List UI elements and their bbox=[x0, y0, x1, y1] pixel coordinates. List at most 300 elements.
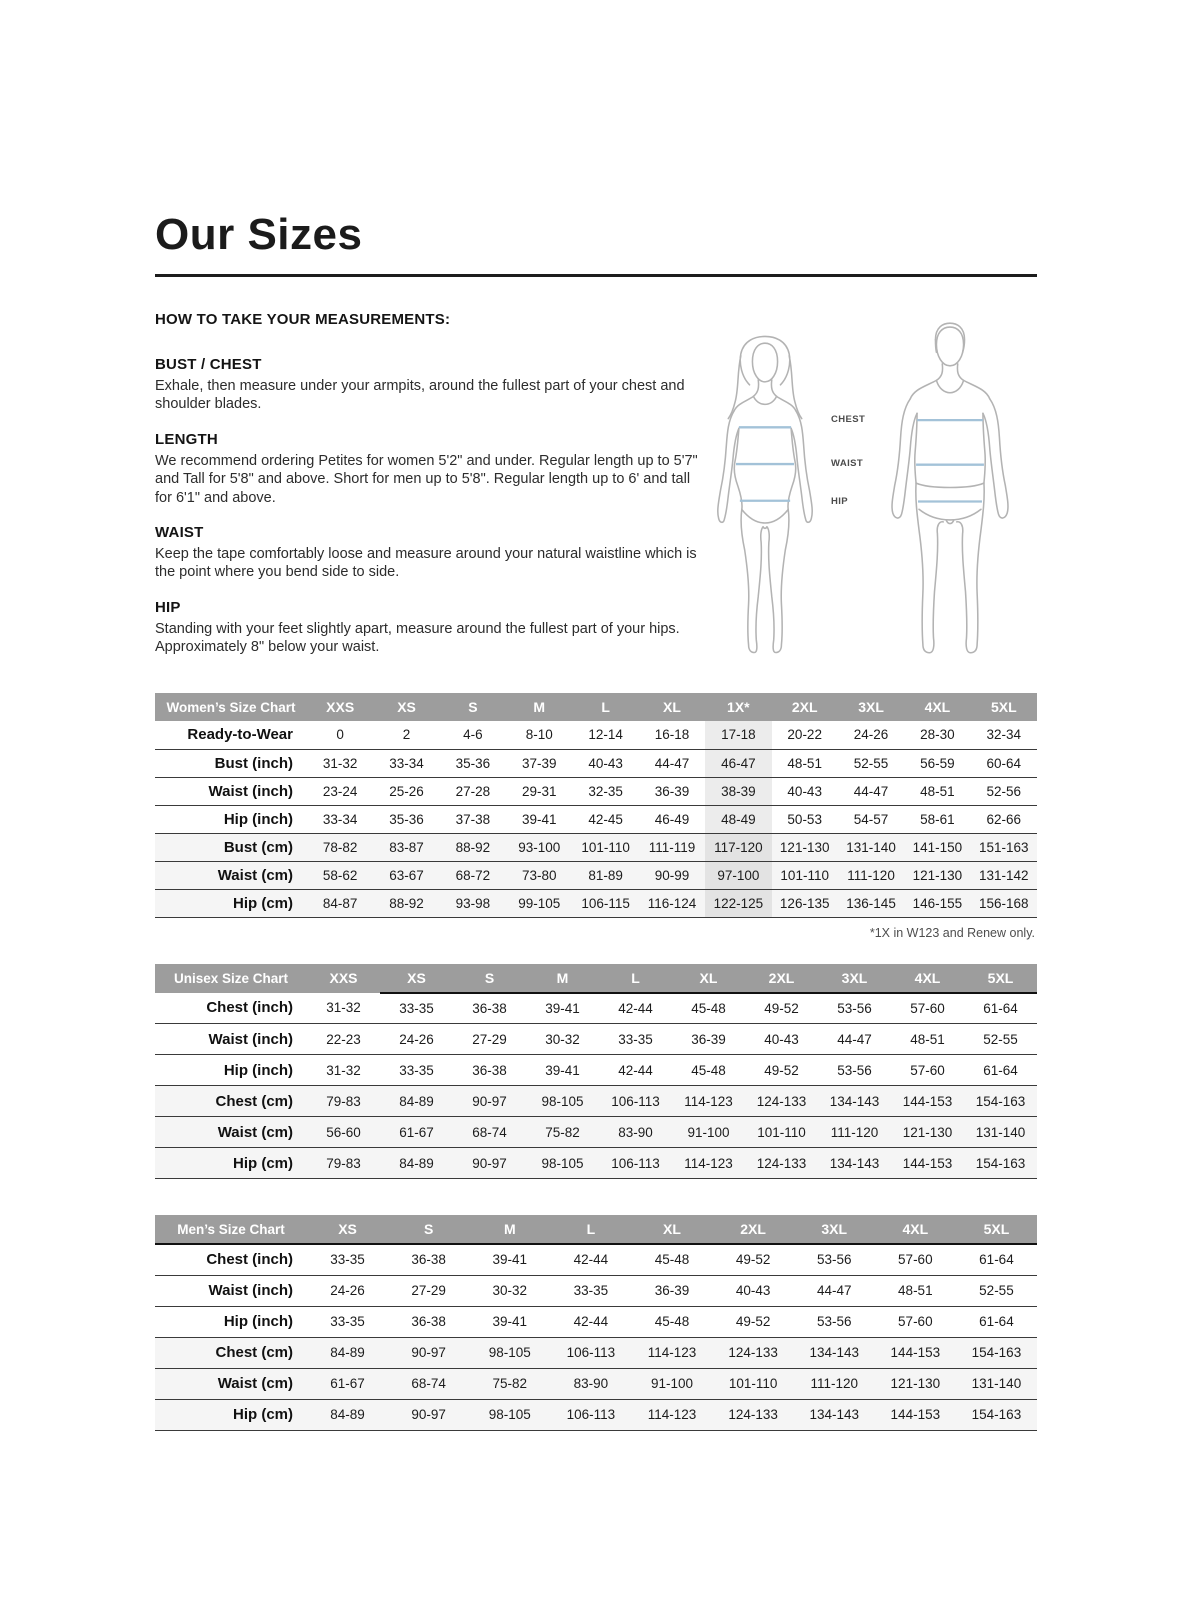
row-label: Waist (inch) bbox=[208, 1282, 293, 1299]
size-header-cell: M bbox=[526, 964, 599, 993]
size-value-cell: 33-34 bbox=[389, 755, 424, 771]
size-value-cell: 57-60 bbox=[910, 1000, 945, 1016]
size-value-cell: 33-35 bbox=[399, 1062, 434, 1078]
size-value-cell: 84-89 bbox=[380, 1148, 453, 1179]
mens-size-table bbox=[155, 1215, 1037, 1431]
table-row bbox=[155, 861, 1037, 889]
size-value-cell: 88-92 bbox=[440, 833, 506, 861]
size-value-cell: 58-61 bbox=[920, 811, 955, 827]
size-value-cell: 0 bbox=[336, 727, 344, 743]
size-value-cell: 124-133 bbox=[745, 1086, 818, 1117]
size-value-cell: 52-55 bbox=[983, 1031, 1018, 1047]
size-value-cell: 101-110 bbox=[772, 861, 838, 889]
size-value-cell: 42-44 bbox=[573, 1314, 609, 1329]
size-value-cell: 114-123 bbox=[631, 1399, 712, 1430]
row-label: Waist (cm) bbox=[155, 1368, 307, 1399]
section-hip bbox=[155, 599, 707, 657]
row-label: Chest (inch) bbox=[206, 999, 293, 1017]
size-value-cell: 88-92 bbox=[373, 889, 439, 917]
size-value-cell: 33-35 bbox=[399, 1000, 434, 1016]
chest-label: CHEST bbox=[831, 414, 866, 425]
man-leg-right bbox=[957, 483, 984, 653]
size-value-cell: 121-130 bbox=[875, 1368, 956, 1399]
size-value-cell: 17-18 bbox=[705, 721, 771, 749]
size-value-cell: 45-48 bbox=[691, 1000, 726, 1016]
woman-crotch bbox=[763, 527, 767, 528]
size-value-cell: 93-98 bbox=[440, 889, 506, 917]
size-value-cell: 124-133 bbox=[713, 1399, 794, 1430]
size-value-cell: 49-52 bbox=[735, 1314, 771, 1329]
size-value-cell: 61-64 bbox=[979, 1252, 1014, 1268]
size-value-cell: 57-60 bbox=[898, 1314, 933, 1329]
size-value-cell: 106-115 bbox=[572, 889, 638, 917]
man-arm-right bbox=[983, 399, 1008, 518]
size-value-cell: 37-39 bbox=[521, 755, 557, 771]
row-label: Hip (inch) bbox=[223, 1313, 293, 1330]
size-value-cell: 36-39 bbox=[654, 1283, 690, 1298]
size-value-cell: 144-153 bbox=[875, 1399, 956, 1430]
table-row bbox=[155, 1055, 1037, 1086]
size-value-cell: 24-26 bbox=[853, 727, 889, 743]
size-value-cell: 39-41 bbox=[545, 1062, 580, 1078]
size-header-cell: 3XL bbox=[818, 964, 891, 993]
man-torso-left bbox=[915, 413, 917, 483]
size-value-cell: 20-22 bbox=[787, 727, 822, 743]
size-value-cell: 91-100 bbox=[631, 1368, 712, 1399]
size-value-cell: 37-38 bbox=[455, 811, 491, 827]
size-header-cell: L bbox=[572, 693, 638, 721]
size-chart-table bbox=[155, 1215, 1037, 1431]
size-value-cell: 111-120 bbox=[794, 1368, 875, 1399]
size-header-cell: S bbox=[388, 1215, 469, 1244]
section-body: We recommend ordering Petites for women 5'2" and under. Regular length up to 5'7" and Tall for 5'8" and above. Short for men up to 5'8". Regular length up to 6' and tall for 6'1" and above. bbox=[155, 452, 698, 506]
table-row bbox=[155, 1337, 1037, 1368]
size-header-cell: 4XL bbox=[875, 1215, 956, 1244]
size-header-cell: 4XL bbox=[891, 964, 964, 993]
size-header-cell: L bbox=[550, 1215, 631, 1244]
size-value-cell: 33-35 bbox=[573, 1283, 609, 1298]
section-title: WAIST bbox=[155, 524, 204, 542]
size-value-cell: 90-97 bbox=[453, 1086, 526, 1117]
size-header-cell: XS bbox=[380, 964, 453, 993]
woman-face bbox=[752, 343, 777, 382]
size-value-cell: 141-150 bbox=[904, 833, 970, 861]
table-row bbox=[155, 1086, 1037, 1117]
row-label: Chest (cm) bbox=[155, 1337, 307, 1368]
size-value-cell: 16-18 bbox=[654, 727, 690, 743]
size-value-cell: 39-41 bbox=[521, 811, 557, 827]
row-label: Hip (cm) bbox=[155, 1399, 307, 1430]
size-value-cell: 30-32 bbox=[545, 1031, 580, 1047]
size-value-cell: 101-110 bbox=[572, 833, 638, 861]
table-title: Women’s Size Chart bbox=[155, 693, 307, 721]
page-title: Our Sizes bbox=[155, 210, 363, 259]
size-header-cell: 5XL bbox=[964, 964, 1037, 993]
size-value-cell: 154-163 bbox=[964, 1148, 1037, 1179]
size-value-cell: 84-89 bbox=[307, 1337, 388, 1368]
size-value-cell: 83-90 bbox=[550, 1368, 631, 1399]
row-label: Waist (cm) bbox=[155, 1117, 307, 1148]
size-value-cell: 151-163 bbox=[971, 833, 1037, 861]
size-value-cell: 154-163 bbox=[956, 1399, 1037, 1430]
size-value-cell: 83-90 bbox=[599, 1117, 672, 1148]
size-value-cell: 61-67 bbox=[380, 1117, 453, 1148]
size-value-cell: 31-32 bbox=[326, 1000, 361, 1016]
size-value-cell: 49-52 bbox=[764, 1000, 799, 1016]
woman-leg-right bbox=[767, 509, 789, 652]
size-value-cell: 48-51 bbox=[898, 1283, 933, 1298]
size-value-cell: 63-67 bbox=[373, 861, 439, 889]
size-value-cell: 121-130 bbox=[891, 1117, 964, 1148]
size-value-cell: 24-26 bbox=[330, 1283, 365, 1298]
size-value-cell: 31-32 bbox=[322, 755, 358, 771]
hip-label: HIP bbox=[831, 496, 849, 507]
size-value-cell: 131-140 bbox=[838, 833, 904, 861]
size-value-cell: 33-35 bbox=[330, 1252, 365, 1268]
size-chart-table bbox=[155, 693, 1037, 918]
table-row bbox=[155, 1024, 1037, 1055]
size-value-cell: 39-41 bbox=[545, 1000, 580, 1016]
title-divider bbox=[155, 274, 1037, 277]
size-value-cell: 84-89 bbox=[307, 1399, 388, 1430]
size-value-cell: 134-143 bbox=[794, 1337, 875, 1368]
size-value-cell: 40-43 bbox=[588, 755, 623, 771]
size-value-cell: 49-52 bbox=[764, 1062, 799, 1078]
size-header-cell: M bbox=[506, 693, 572, 721]
size-value-cell: 23-24 bbox=[322, 783, 358, 799]
table-row bbox=[155, 1399, 1037, 1430]
man-face bbox=[936, 327, 963, 366]
size-value-cell: 73-80 bbox=[506, 861, 572, 889]
instructions-heading: HOW TO TAKE YOUR MEASUREMENTS: bbox=[155, 311, 451, 328]
size-value-cell: 131-140 bbox=[964, 1117, 1037, 1148]
size-value-cell: 98-105 bbox=[469, 1337, 550, 1368]
size-value-cell: 126-135 bbox=[772, 889, 838, 917]
size-header-cell: 4XL bbox=[904, 693, 970, 721]
size-value-cell: 27-29 bbox=[411, 1283, 446, 1298]
size-tables bbox=[155, 693, 1037, 1431]
size-value-cell: 54-57 bbox=[853, 811, 889, 827]
size-value-cell: 46-47 bbox=[705, 749, 771, 777]
size-value-cell: 61-64 bbox=[983, 1062, 1018, 1078]
size-value-cell: 97-100 bbox=[705, 861, 771, 889]
size-value-cell: 84-87 bbox=[307, 889, 373, 917]
man-leg-left bbox=[916, 483, 943, 653]
section-body: Keep the tape comfortably loose and measure around your natural waistline which is the point where you bend side to side. bbox=[155, 546, 697, 581]
size-value-cell: 121-130 bbox=[904, 861, 970, 889]
measurement-instructions bbox=[155, 311, 707, 659]
size-value-cell: 106-113 bbox=[550, 1399, 631, 1430]
size-value-cell: 98-105 bbox=[469, 1399, 550, 1430]
section-title: LENGTH bbox=[155, 430, 218, 448]
woman-leg-left bbox=[741, 509, 763, 652]
size-value-cell: 101-110 bbox=[713, 1368, 794, 1399]
table-row bbox=[155, 1306, 1037, 1337]
size-value-cell: 106-113 bbox=[599, 1148, 672, 1179]
size-value-cell: 61-64 bbox=[979, 1314, 1014, 1329]
section-length bbox=[155, 431, 707, 507]
size-value-cell: 79-83 bbox=[307, 1086, 380, 1117]
size-value-cell: 53-56 bbox=[837, 1062, 872, 1078]
size-value-cell: 44-47 bbox=[654, 755, 690, 771]
size-value-cell: 4-6 bbox=[463, 727, 483, 743]
size-value-cell: 53-56 bbox=[837, 1000, 872, 1016]
size-value-cell: 114-123 bbox=[672, 1148, 745, 1179]
table-gap bbox=[155, 1179, 1037, 1215]
size-value-cell: 36-38 bbox=[472, 1000, 507, 1016]
size-value-cell: 75-82 bbox=[526, 1117, 599, 1148]
size-value-cell: 32-34 bbox=[986, 727, 1022, 743]
size-header-cell: 5XL bbox=[956, 1215, 1037, 1244]
size-header-cell: L bbox=[599, 964, 672, 993]
size-value-cell: 154-163 bbox=[956, 1337, 1037, 1368]
size-value-cell: 48-51 bbox=[910, 1031, 945, 1047]
table-row bbox=[155, 721, 1037, 749]
size-value-cell: 42-44 bbox=[618, 1062, 653, 1078]
size-value-cell: 144-153 bbox=[875, 1337, 956, 1368]
size-value-cell: 101-110 bbox=[745, 1117, 818, 1148]
woman-briefs bbox=[742, 509, 788, 523]
size-value-cell: 106-113 bbox=[599, 1086, 672, 1117]
size-value-cell: 45-48 bbox=[691, 1062, 726, 1078]
size-value-cell: 90-97 bbox=[453, 1148, 526, 1179]
size-value-cell: 79-83 bbox=[307, 1148, 380, 1179]
size-value-cell: 90-99 bbox=[639, 861, 705, 889]
size-value-cell: 134-143 bbox=[794, 1399, 875, 1430]
row-label: Bust (inch) bbox=[214, 754, 293, 772]
size-header-cell: XXS bbox=[307, 693, 373, 721]
size-value-cell: 124-133 bbox=[713, 1337, 794, 1368]
section-title: BUST / CHEST bbox=[155, 356, 262, 373]
size-header-cell: XL bbox=[631, 1215, 712, 1244]
size-value-cell: 111-120 bbox=[818, 1117, 891, 1148]
man-neckline bbox=[936, 380, 963, 392]
man-figure-illustration bbox=[887, 314, 1013, 659]
size-value-cell: 84-89 bbox=[380, 1086, 453, 1117]
size-header-cell: 3XL bbox=[838, 693, 904, 721]
size-value-cell: 90-97 bbox=[388, 1337, 469, 1368]
size-value-cell: 83-87 bbox=[373, 833, 439, 861]
size-value-cell: 114-123 bbox=[672, 1086, 745, 1117]
size-value-cell: 36-39 bbox=[654, 783, 690, 799]
size-value-cell: 111-120 bbox=[838, 861, 904, 889]
size-value-cell: 124-133 bbox=[745, 1148, 818, 1179]
size-value-cell: 42-44 bbox=[618, 1000, 653, 1016]
size-value-cell: 30-32 bbox=[492, 1283, 528, 1298]
size-value-cell: 36-38 bbox=[472, 1062, 507, 1078]
row-label: Chest (cm) bbox=[155, 1086, 307, 1117]
size-header-cell: XXS bbox=[307, 964, 380, 993]
row-label: Waist (cm) bbox=[155, 861, 307, 889]
size-value-cell: 56-59 bbox=[920, 755, 955, 771]
size-value-cell: 58-62 bbox=[307, 861, 373, 889]
section-bust-chest bbox=[155, 356, 707, 414]
size-value-cell: 111-119 bbox=[639, 833, 705, 861]
size-value-cell: 57-60 bbox=[898, 1252, 933, 1268]
row-label: Chest (inch) bbox=[206, 1251, 293, 1269]
size-value-cell: 122-125 bbox=[705, 889, 771, 917]
row-label: Waist (inch) bbox=[208, 782, 293, 800]
size-value-cell: 75-82 bbox=[469, 1368, 550, 1399]
woman-neckline bbox=[753, 396, 776, 404]
waist-label: WAIST bbox=[831, 458, 864, 469]
size-value-cell: 61-64 bbox=[983, 1000, 1018, 1016]
size-header-cell: 2XL bbox=[713, 1215, 794, 1244]
size-value-cell: 35-36 bbox=[389, 811, 424, 827]
man-shoulder-left bbox=[910, 364, 942, 399]
size-header-cell: XL bbox=[639, 693, 705, 721]
size-value-cell: 46-49 bbox=[654, 811, 690, 827]
size-value-cell: 68-74 bbox=[453, 1117, 526, 1148]
table-title: Men’s Size Chart bbox=[155, 1215, 307, 1244]
size-value-cell: 22-23 bbox=[326, 1031, 361, 1047]
size-value-cell: 49-52 bbox=[735, 1252, 771, 1268]
womens-size-table bbox=[155, 693, 1037, 918]
size-value-cell: 12-14 bbox=[588, 727, 623, 743]
size-header-cell: 5XL bbox=[971, 693, 1037, 721]
size-value-cell: 156-168 bbox=[971, 889, 1037, 917]
measurement-labels bbox=[823, 314, 887, 659]
size-value-cell: 38-39 bbox=[705, 777, 771, 805]
size-value-cell: 154-163 bbox=[964, 1086, 1037, 1117]
size-value-cell: 61-67 bbox=[307, 1368, 388, 1399]
size-value-cell: 68-72 bbox=[440, 861, 506, 889]
size-value-cell: 68-74 bbox=[388, 1368, 469, 1399]
size-header-cell: 2XL bbox=[745, 964, 818, 993]
man-shoulder-right bbox=[957, 364, 989, 399]
size-value-cell: 36-38 bbox=[411, 1252, 446, 1268]
size-value-cell: 36-39 bbox=[691, 1031, 726, 1047]
size-value-cell: 29-31 bbox=[521, 783, 557, 799]
size-value-cell: 134-143 bbox=[818, 1086, 891, 1117]
size-value-cell: 36-38 bbox=[411, 1314, 446, 1329]
row-label: Ready-to-Wear bbox=[187, 726, 293, 744]
size-value-cell: 45-48 bbox=[654, 1314, 690, 1329]
content-area bbox=[155, 210, 1037, 1431]
size-header-cell: XL bbox=[672, 964, 745, 993]
size-value-cell: 121-130 bbox=[772, 833, 838, 861]
size-value-cell: 27-29 bbox=[472, 1031, 507, 1047]
section-body: Exhale, then measure under your armpits, around the fullest part of your chest and shoulder blades. bbox=[155, 378, 685, 413]
size-value-cell: 33-34 bbox=[322, 811, 358, 827]
size-value-cell: 56-60 bbox=[307, 1117, 380, 1148]
row-label: Hip (cm) bbox=[155, 1148, 307, 1179]
man-torso-right bbox=[983, 413, 985, 483]
size-value-cell: 53-56 bbox=[816, 1314, 852, 1329]
size-value-cell: 40-43 bbox=[787, 783, 822, 799]
size-value-cell: 52-55 bbox=[853, 755, 889, 771]
size-value-cell: 39-41 bbox=[492, 1314, 528, 1329]
size-value-cell: 28-30 bbox=[920, 727, 955, 743]
table-row bbox=[155, 1368, 1037, 1399]
womens-table-footnote: *1X in W123 and Renew only. bbox=[869, 925, 1035, 940]
unisex-size-table bbox=[155, 964, 1037, 1180]
section-title: HIP bbox=[155, 598, 181, 616]
size-value-cell: 91-100 bbox=[672, 1117, 745, 1148]
size-value-cell: 32-35 bbox=[588, 783, 623, 799]
size-value-cell: 99-105 bbox=[506, 889, 572, 917]
size-value-cell: 117-120 bbox=[705, 833, 771, 861]
size-value-cell: 98-105 bbox=[526, 1148, 599, 1179]
table-row bbox=[155, 1244, 1037, 1275]
man-waistband bbox=[916, 483, 984, 487]
size-value-cell: 48-51 bbox=[787, 755, 822, 771]
size-value-cell: 24-26 bbox=[399, 1031, 434, 1047]
size-header-cell: 3XL bbox=[794, 1215, 875, 1244]
size-value-cell: 8-10 bbox=[525, 727, 553, 743]
table-row bbox=[155, 993, 1037, 1024]
table-row bbox=[155, 1275, 1037, 1306]
table-row bbox=[155, 833, 1037, 861]
size-value-cell: 90-97 bbox=[388, 1399, 469, 1430]
size-value-cell: 35-36 bbox=[455, 755, 491, 771]
size-header-cell: S bbox=[453, 964, 526, 993]
table-row bbox=[155, 889, 1037, 917]
size-value-cell: 33-35 bbox=[330, 1314, 365, 1329]
size-value-cell: 62-66 bbox=[986, 811, 1022, 827]
woman-arm-right bbox=[791, 411, 812, 522]
size-value-cell: 78-82 bbox=[307, 833, 373, 861]
size-value-cell: 53-56 bbox=[816, 1252, 852, 1268]
section-waist bbox=[155, 524, 707, 582]
size-value-cell: 33-35 bbox=[618, 1031, 653, 1047]
size-value-cell: 52-55 bbox=[979, 1283, 1014, 1298]
size-value-cell: 146-155 bbox=[904, 889, 970, 917]
size-header-cell: 1X* bbox=[705, 693, 771, 721]
woman-arm-left bbox=[718, 411, 739, 522]
size-value-cell: 136-145 bbox=[838, 889, 904, 917]
size-header-cell: S bbox=[440, 693, 506, 721]
man-briefs bbox=[919, 509, 981, 520]
row-label: Waist (inch) bbox=[208, 1030, 293, 1048]
table-title: Unisex Size Chart bbox=[155, 964, 307, 993]
size-value-cell: 44-47 bbox=[816, 1283, 852, 1298]
size-value-cell: 131-140 bbox=[956, 1368, 1037, 1399]
size-value-cell: 42-45 bbox=[588, 811, 623, 827]
size-value-cell: 39-41 bbox=[492, 1252, 528, 1268]
size-value-cell: 57-60 bbox=[910, 1062, 945, 1078]
table-row bbox=[155, 1148, 1037, 1179]
size-value-cell: 45-48 bbox=[654, 1252, 690, 1268]
intro-row bbox=[155, 311, 1037, 659]
size-value-cell: 44-47 bbox=[853, 783, 889, 799]
size-header-cell: M bbox=[469, 1215, 550, 1244]
size-value-cell: 27-28 bbox=[455, 783, 491, 799]
size-value-cell: 40-43 bbox=[735, 1283, 771, 1298]
measurement-figures bbox=[707, 311, 1037, 659]
row-label: Bust (cm) bbox=[155, 833, 307, 861]
row-label: Hip (inch) bbox=[223, 810, 293, 828]
section-body: Standing with your feet slightly apart, measure around the fullest part of your hips. Approximately 8" below your waist. bbox=[155, 620, 680, 656]
size-value-cell: 81-89 bbox=[572, 861, 638, 889]
man-arm-left bbox=[892, 399, 917, 518]
size-value-cell: 144-153 bbox=[891, 1086, 964, 1117]
size-value-cell: 50-53 bbox=[787, 811, 822, 827]
size-value-cell: 25-26 bbox=[389, 783, 424, 799]
size-header-cell: XS bbox=[307, 1215, 388, 1244]
table-row bbox=[155, 777, 1037, 805]
size-value-cell: 52-56 bbox=[986, 783, 1022, 799]
size-value-cell: 98-105 bbox=[526, 1086, 599, 1117]
size-value-cell: 2 bbox=[402, 727, 411, 743]
row-label: Hip (inch) bbox=[223, 1061, 293, 1079]
size-chart-table bbox=[155, 964, 1037, 1180]
row-label: Hip (cm) bbox=[155, 889, 307, 917]
size-value-cell: 134-143 bbox=[818, 1148, 891, 1179]
size-value-cell: 48-49 bbox=[705, 805, 771, 833]
size-value-cell: 116-124 bbox=[639, 889, 705, 917]
size-value-cell: 44-47 bbox=[837, 1031, 872, 1047]
